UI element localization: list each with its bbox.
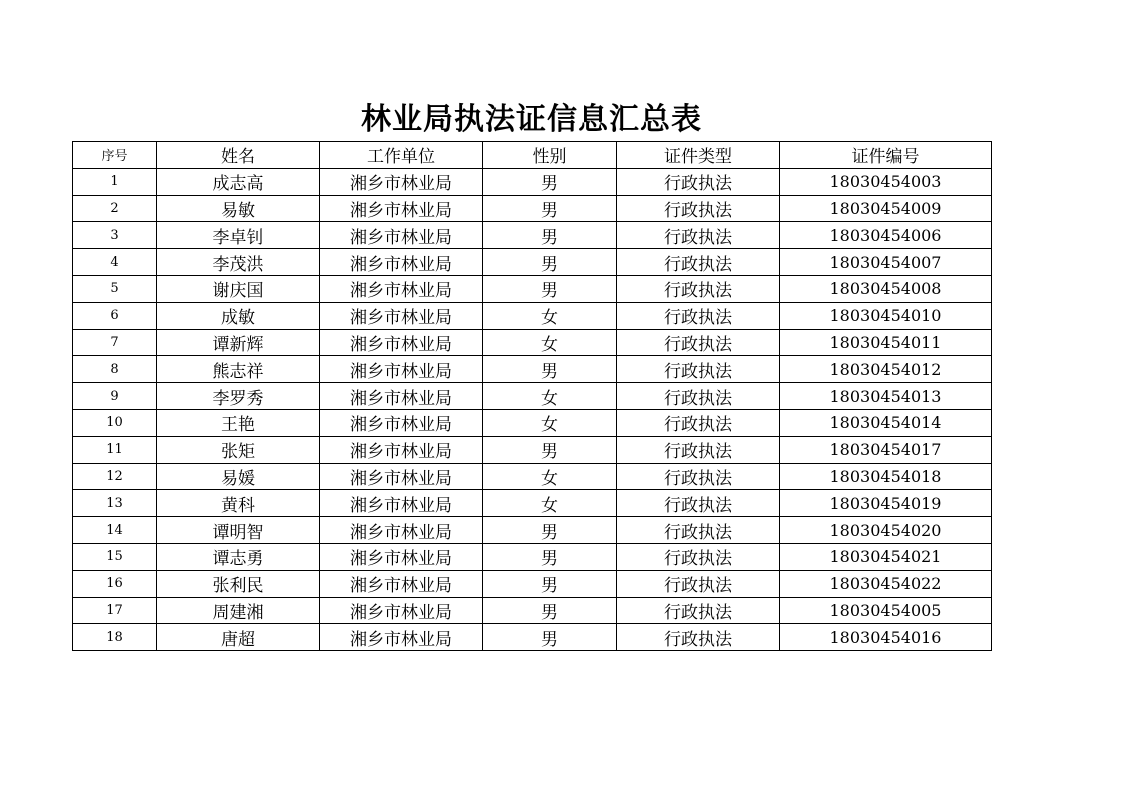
cell-cert-no: 18030454017 xyxy=(780,436,992,463)
cell-cert-no: 18030454014 xyxy=(780,409,992,436)
cell-unit: 湘乡市林业局 xyxy=(320,168,483,195)
cell-name: 王艳 xyxy=(157,409,320,436)
table-row xyxy=(73,490,992,517)
cell-name: 黄科 xyxy=(157,490,320,517)
cell-unit: 湘乡市林业局 xyxy=(320,517,483,544)
header-cert-type: 证件类型 xyxy=(617,142,780,169)
cell-sex: 女 xyxy=(483,409,617,436)
cell-cert-no: 18030454021 xyxy=(780,543,992,570)
cell-cert-type: 行政执法 xyxy=(617,168,780,195)
cell-cert-type: 行政执法 xyxy=(617,517,780,544)
cell-name: 易媛 xyxy=(157,463,320,490)
table-row xyxy=(73,275,992,302)
cell-cert-no: 18030454016 xyxy=(780,624,992,651)
cell-unit: 湘乡市林业局 xyxy=(320,222,483,249)
cell-name: 熊志祥 xyxy=(157,356,320,383)
cell-seq: 2 xyxy=(73,195,157,222)
cell-seq: 13 xyxy=(73,490,157,517)
cell-name: 李罗秀 xyxy=(157,383,320,410)
cell-sex: 男 xyxy=(483,597,617,624)
cell-sex: 男 xyxy=(483,543,617,570)
cell-seq: 4 xyxy=(73,249,157,276)
cell-unit: 湘乡市林业局 xyxy=(320,597,483,624)
cell-cert-type: 行政执法 xyxy=(617,436,780,463)
header-name: 姓名 xyxy=(157,142,320,169)
cell-name: 谢庆国 xyxy=(157,275,320,302)
cell-seq: 3 xyxy=(73,222,157,249)
cell-sex: 男 xyxy=(483,275,617,302)
cell-unit: 湘乡市林业局 xyxy=(320,195,483,222)
cell-cert-type: 行政执法 xyxy=(617,195,780,222)
cell-seq: 15 xyxy=(73,543,157,570)
cell-seq: 10 xyxy=(73,409,157,436)
cell-unit: 湘乡市林业局 xyxy=(320,570,483,597)
table-row xyxy=(73,195,992,222)
table-row xyxy=(73,570,992,597)
table-row xyxy=(73,517,992,544)
cell-sex: 男 xyxy=(483,249,617,276)
table-row xyxy=(73,409,992,436)
cell-seq: 7 xyxy=(73,329,157,356)
cell-cert-type: 行政执法 xyxy=(617,409,780,436)
cell-seq: 8 xyxy=(73,356,157,383)
cell-cert-no: 18030454012 xyxy=(780,356,992,383)
cell-seq: 14 xyxy=(73,517,157,544)
cell-cert-type: 行政执法 xyxy=(617,222,780,249)
cell-name: 周建湘 xyxy=(157,597,320,624)
cell-name: 李卓钊 xyxy=(157,222,320,249)
cell-unit: 湘乡市林业局 xyxy=(320,275,483,302)
cell-cert-type: 行政执法 xyxy=(617,490,780,517)
cell-seq: 18 xyxy=(73,624,157,651)
cell-unit: 湘乡市林业局 xyxy=(320,463,483,490)
cell-name: 张利民 xyxy=(157,570,320,597)
cell-cert-type: 行政执法 xyxy=(617,302,780,329)
header-sex: 性别 xyxy=(483,142,617,169)
cell-sex: 男 xyxy=(483,624,617,651)
cell-cert-no: 18030454013 xyxy=(780,383,992,410)
cell-unit: 湘乡市林业局 xyxy=(320,543,483,570)
cell-unit: 湘乡市林业局 xyxy=(320,409,483,436)
header-seq: 序号 xyxy=(73,142,157,169)
table-row xyxy=(73,383,992,410)
table-row xyxy=(73,624,992,651)
cell-cert-no: 18030454022 xyxy=(780,570,992,597)
cell-sex: 男 xyxy=(483,195,617,222)
header-cert-no: 证件编号 xyxy=(780,142,992,169)
cell-cert-no: 18030454010 xyxy=(780,302,992,329)
cell-name: 成志高 xyxy=(157,168,320,195)
cell-seq: 11 xyxy=(73,436,157,463)
cell-cert-type: 行政执法 xyxy=(617,249,780,276)
table-row xyxy=(73,463,992,490)
cell-seq: 12 xyxy=(73,463,157,490)
cell-cert-type: 行政执法 xyxy=(617,329,780,356)
cell-unit: 湘乡市林业局 xyxy=(320,624,483,651)
cell-sex: 男 xyxy=(483,222,617,249)
table-row xyxy=(73,329,992,356)
cell-cert-type: 行政执法 xyxy=(617,543,780,570)
cell-cert-no: 18030454008 xyxy=(780,275,992,302)
cell-sex: 女 xyxy=(483,490,617,517)
cell-cert-type: 行政执法 xyxy=(617,597,780,624)
cell-sex: 女 xyxy=(483,463,617,490)
cell-cert-no: 18030454019 xyxy=(780,490,992,517)
cell-name: 李茂洪 xyxy=(157,249,320,276)
table-row xyxy=(73,436,992,463)
document-title: 林业局执法证信息汇总表 xyxy=(361,102,702,137)
table-body xyxy=(73,168,992,650)
cell-cert-no: 18030454003 xyxy=(780,168,992,195)
cell-name: 易敏 xyxy=(157,195,320,222)
cell-cert-type: 行政执法 xyxy=(617,463,780,490)
cell-cert-no: 18030454018 xyxy=(780,463,992,490)
cell-name: 成敏 xyxy=(157,302,320,329)
cell-cert-type: 行政执法 xyxy=(617,383,780,410)
cell-sex: 女 xyxy=(483,383,617,410)
cell-cert-type: 行政执法 xyxy=(617,275,780,302)
cell-cert-no: 18030454011 xyxy=(780,329,992,356)
certificate-table xyxy=(72,141,992,651)
cell-seq: 16 xyxy=(73,570,157,597)
table-row xyxy=(73,302,992,329)
table-row xyxy=(73,356,992,383)
cell-unit: 湘乡市林业局 xyxy=(320,302,483,329)
cell-name: 谭志勇 xyxy=(157,543,320,570)
cell-sex: 女 xyxy=(483,302,617,329)
cell-seq: 6 xyxy=(73,302,157,329)
cell-name: 唐超 xyxy=(157,624,320,651)
cell-unit: 湘乡市林业局 xyxy=(320,329,483,356)
cell-cert-no: 18030454007 xyxy=(780,249,992,276)
table-row xyxy=(73,543,992,570)
table-header-row xyxy=(73,142,992,169)
cell-seq: 9 xyxy=(73,383,157,410)
cell-sex: 女 xyxy=(483,329,617,356)
cell-cert-no: 18030454005 xyxy=(780,597,992,624)
cell-sex: 男 xyxy=(483,168,617,195)
header-unit: 工作单位 xyxy=(320,142,483,169)
cell-sex: 男 xyxy=(483,356,617,383)
table-row xyxy=(73,222,992,249)
cell-cert-no: 18030454006 xyxy=(780,222,992,249)
table-row xyxy=(73,249,992,276)
cell-name: 张矩 xyxy=(157,436,320,463)
cell-name: 谭新辉 xyxy=(157,329,320,356)
cell-unit: 湘乡市林业局 xyxy=(320,490,483,517)
cell-unit: 湘乡市林业局 xyxy=(320,436,483,463)
cell-unit: 湘乡市林业局 xyxy=(320,383,483,410)
cell-unit: 湘乡市林业局 xyxy=(320,249,483,276)
cell-seq: 5 xyxy=(73,275,157,302)
cell-cert-type: 行政执法 xyxy=(617,570,780,597)
cell-sex: 男 xyxy=(483,517,617,544)
table-row xyxy=(73,168,992,195)
cell-sex: 男 xyxy=(483,570,617,597)
cell-cert-type: 行政执法 xyxy=(617,624,780,651)
table-row xyxy=(73,597,992,624)
cell-unit: 湘乡市林业局 xyxy=(320,356,483,383)
cell-seq: 17 xyxy=(73,597,157,624)
cell-name: 谭明智 xyxy=(157,517,320,544)
cell-cert-no: 18030454009 xyxy=(780,195,992,222)
cell-cert-no: 18030454020 xyxy=(780,517,992,544)
cell-cert-type: 行政执法 xyxy=(617,356,780,383)
cell-seq: 1 xyxy=(73,168,157,195)
cell-sex: 男 xyxy=(483,436,617,463)
